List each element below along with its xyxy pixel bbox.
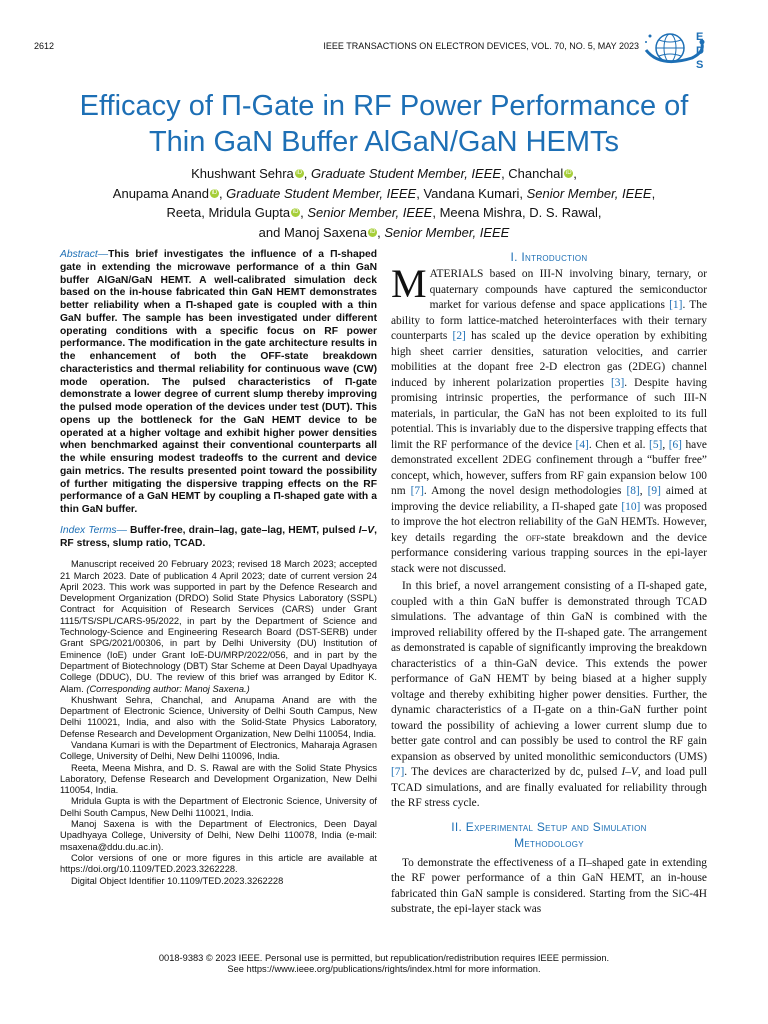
- footer-line: See https://www.ieee.org/publications/rights/index.html for more information.: [227, 964, 541, 975]
- author-list: Khushwant Sehra iD , Graduate Student Member, IEEE, Chanchal iD , Anupama Anand iD , Graduate Student Member, IEEE, Vandana Kumari, Senior Member, IEEE, Reeta, Mridula Gupta iD , Senior Member, IEEE, Meena Mishra, D. S. Rawal, and Manoj Saxena iD , Senior Member, IEEE: [112, 166, 656, 240]
- text: . The ability to form lattice-matched heterointerfaces with their ternary counterparts: [391, 299, 708, 342]
- citation-link[interactable]: [8]: [626, 485, 640, 497]
- orcid-icon[interactable]: iD: [565, 170, 572, 176]
- author-name: Mridula Gupta: [208, 205, 291, 220]
- paper-title: [30, 88, 738, 160]
- citation-link[interactable]: [5]: [649, 438, 663, 451]
- text: ,: [662, 438, 669, 451]
- text: ,: [639, 485, 648, 497]
- author-name: Chanchal: [508, 166, 564, 181]
- citation-link[interactable]: [4]: [575, 438, 589, 451]
- footnote-color-versions: Color versions of one or more figures in this article are available at https://doi.org/10.1109/TED.2023.3262228.: [60, 852, 377, 875]
- text: ATERIALS based on III-N involving binary, ternary, or quaternary compounds have captured the semiconductor market for various defense and space applications: [429, 268, 707, 311]
- text: aimed at improving the device reliability, a Π-shaped gate: [391, 485, 708, 513]
- index-terms: [60, 525, 377, 551]
- author-role: Senior Member, IEEE: [384, 224, 510, 240]
- author-name: Vandana Kumari: [423, 185, 520, 201]
- orcid-icon[interactable]: iD: [292, 209, 299, 215]
- abstract: [60, 249, 377, 517]
- footnote-affiliation: Reeta, Meena Mishra, and D. S. Rawal are with the Solid State Physics Laboratory, Defense Research and Development Organization, New Delhi 110054, India.: [60, 762, 377, 796]
- eds-logo: [640, 28, 708, 76]
- author-name: Reeta: [166, 205, 202, 220]
- text: , and load pull TCAD simulations, and are finally evaluated for reliability through the RF stress cycle.: [391, 766, 708, 809]
- author-name: Manoj Saxena: [283, 224, 368, 240]
- intro-paragraph-1: [391, 261, 708, 577]
- page-number: 2612: [34, 41, 55, 51]
- footnote-affiliation: Khushwant Sehra, Chanchal, and Anupama Anand are with the Department of Electronic Science, University of Delhi South Campus, New Delhi 110021, India, and also with the Solid-State Physics Laboratory, Defense Research and Development Organization, New Delhi 110054, India.: [60, 694, 377, 739]
- citation-link[interactable]: [9]: [647, 485, 661, 497]
- text: was proposed to improve the hot electron reliability of the GaN HEMTs. However, key details regarding the: [391, 500, 707, 544]
- index-terms-iv: I–V: [358, 524, 375, 536]
- footnote-manuscript: [60, 559, 377, 695]
- index-terms-text: , RF stress, slump ratio, TCAD.: [60, 524, 377, 549]
- citation-link[interactable]: [1]: [669, 299, 683, 311]
- text: has scaled up the device operation by exhibiting high sheet carrier densities, saturation velocities, and carrier mobilities at the dopant free 2-D electron gas (2DEG) channel induced by inherent polarization properties: [391, 330, 707, 389]
- title-line-2: Thin GaN Buffer AlGaN/GaN HEMTs: [148, 126, 620, 158]
- author-role: Graduate Student Member, IEEE: [226, 185, 417, 201]
- corresponding-author: (Corresponding author: Manoj Saxena.): [86, 683, 250, 694]
- journal-header: IEEE TRANSACTIONS ON ELECTRON DEVICES, VOL. 70, NO. 5, MAY 2023: [323, 41, 639, 51]
- footnotes: [60, 559, 377, 887]
- drop-cap: M: [391, 261, 427, 306]
- title-line-1: Efficacy of Π-Gate in RF Power Performance of: [79, 90, 689, 122]
- section-heading-line: Methodology: [514, 835, 584, 850]
- abstract-label: Abstract—: [60, 249, 109, 260]
- abstract-text: This brief investigates the influence of a Π-shaped gate in extending the microwave performance of a thin GaN buffer AlGaN/GaN HEMT. A well-calibrated simulation deck based on the in-house fabricated thin GaN HEMT demonstrates better reliability when a Π-shaped gate is coupled with a thin GaN buffer. The sample has been investigated under different operating conditions with a specific focus on RF power performance. The modification in the gate architecture results in the enhancement of both the OFF-state breakdown characteristics and thermal reliability for continuous wave (CW) mode operation. The pulsed characteristics of Π-gate demonstrate a lower degree of current slump thereby improving the pulsed mode operation of the devices under test (DUT). This opens up the bottleneck for the GaN HEMT device to be operated at a higher voltage and exhibit higher power densities when benchmarked against their conventional counterparts all the while ensuring modest tradeoffs to the current and device gain metrics. The results presented point toward the possibility of further mitigating the dispersive trapping effects on the RF performance of a GaN HEMT by coupling a Π-shaped gate with a thin GaN buffer.: [60, 249, 377, 515]
- author-conjunction: and: [258, 224, 281, 240]
- citation-link[interactable]: [7]: [410, 485, 424, 497]
- orcid-icon[interactable]: iD: [296, 170, 303, 176]
- citation-link[interactable]: [7]: [391, 766, 405, 778]
- text: . Chen et al.: [588, 438, 650, 451]
- off-state-term: off: [525, 531, 541, 544]
- section-heading-setup: [391, 819, 707, 851]
- citation-link[interactable]: [6]: [668, 438, 682, 451]
- setup-paragraph-1: To demonstrate the effectiveness of a Π–shaped gate in extending the RF power performance of a thin GaN HEMT, an in-house fabricated thin GaN sample is considered. Starting from the SiC-4H substrate, the epi-layer stack was: [391, 856, 707, 915]
- left-column: [60, 249, 377, 887]
- orcid-icon[interactable]: iD: [369, 228, 376, 235]
- footnote-affiliation: Manoj Saxena is with the Department of Electronics, Deen Dayal Upadhyaya College, University of Delhi, New Delhi 110078, India (e-mail: msaxena@ddu.du.ac.in).: [60, 819, 377, 852]
- citation-link[interactable]: [2]: [452, 330, 466, 342]
- author-name: Meena Mishra: [439, 205, 522, 220]
- section-heading-line: II. Experimental Setup and Simulation: [451, 819, 647, 834]
- text: have demonstrated excellent 2DEG confinement through a “buffer free” concept, which, however, suffers from RF gain expansion below 100 nm: [391, 438, 707, 497]
- text: -state breakdown and the device performance considering various trapping sources in the epi-layer stack were not discussed.: [391, 531, 707, 575]
- section-heading-introduction: I. Introduction: [510, 250, 588, 264]
- author-name: Anupama Anand: [112, 185, 209, 201]
- copyright-footer: [0, 953, 768, 976]
- eds-logo-text: EDS: [696, 31, 704, 71]
- text: . Despite having promising intrinsic properties, the performance of such III-N materials, in particular, the GaN has not been exploited to its full potential. This is invariably due to the dispersive trapping effects that limit the RF performance of the device: [391, 376, 708, 451]
- right-column: [391, 249, 707, 918]
- text: In this brief, a novel arrangement consisting of a Π-shaped gate, coupled with a thin GaN buffer is demonstrated through TCAD simulations. The advantage of thin GaN is combined with the improved reliability offered by the Π-shaped gate. The arrangement as demonstrated is capable of significantly improving the breakdown characteristics of a thin-GaN device. This extends the power performance of GaN HEMT by being biased at a higher supply voltage and thereby exhibiting higher power densities. Further, the dynamic characteristics of a Π-gate on a thin-GaN further point toward the possibility of achieving a lower current slump due to better gate control and can possibly be used to control the RF gain expansion as observed by united monolithic semiconductors (UMS): [391, 580, 707, 763]
- citation-link[interactable]: [3]: [610, 376, 625, 389]
- orcid-icon[interactable]: iD: [211, 189, 218, 196]
- author-name: D. S. Rawal: [529, 205, 598, 220]
- footnote-doi: Digital Object Identifier 10.1109/TED.2023.3262228: [71, 875, 284, 886]
- author-role: Senior Member, IEEE: [307, 205, 433, 220]
- citation-link[interactable]: [10]: [621, 500, 641, 513]
- author-name: Khushwant Sehra: [191, 166, 294, 181]
- text: . The devices are characterized by dc, pulsed: [404, 766, 622, 778]
- footnote-text: Manuscript received 20 February 2023; revised 18 March 2023; accepted 21 March 2023. Date of publication 4 April 2023; date of current version 24 April 2023. This work was supported in part by the Defence Research and Development Organization (DRDO) Solid State Physics Laboratory (SSPL) Contract for Acquisition of Research Services (CARS) under Grant 1115/TS/SPL/CARS-95/2022, in part by the Department of Science and Technology-Science and Engineering Research Board (DST-SERB) under Grant SPG/2021/00306, in part by Delhi University (DU) Institution of Eminence (IoE) under Grant IoE-DU/MRP/2022/056, and in part by the Department of Biotechnology (DBT) Star Scheme at Deen Dayal Upadhyaya College (DDUC), DU. The review of this brief was arranged by Editor K. Alam.: [60, 559, 377, 694]
- text: . Among the novel design methodologies: [423, 485, 627, 497]
- index-terms-label: Index Terms—: [60, 524, 127, 536]
- footnote-affiliation: Mridula Gupta is with the Department of Electronic Science, University of Delhi South Campus, New Delhi 110021, India.: [60, 796, 377, 818]
- author-role: Graduate Student Member, IEEE: [311, 166, 502, 181]
- footer-line: 0018-9383 © 2023 IEEE. Personal use is permitted, but republication/redistribution requires IEEE permission.: [158, 953, 610, 963]
- index-terms-text: Buffer-free, drain–lag, gate–lag, HEMT, pulsed: [130, 524, 359, 536]
- intro-paragraph-2: [391, 579, 707, 812]
- author-role: Senior Member, IEEE: [526, 185, 652, 201]
- footnote-affiliation: Vandana Kumari is with the Department of Electronics, Maharaja Agrasen College, University of Delhi, New Delhi 110096, India.: [60, 740, 377, 762]
- iv-term: I–V: [621, 766, 638, 778]
